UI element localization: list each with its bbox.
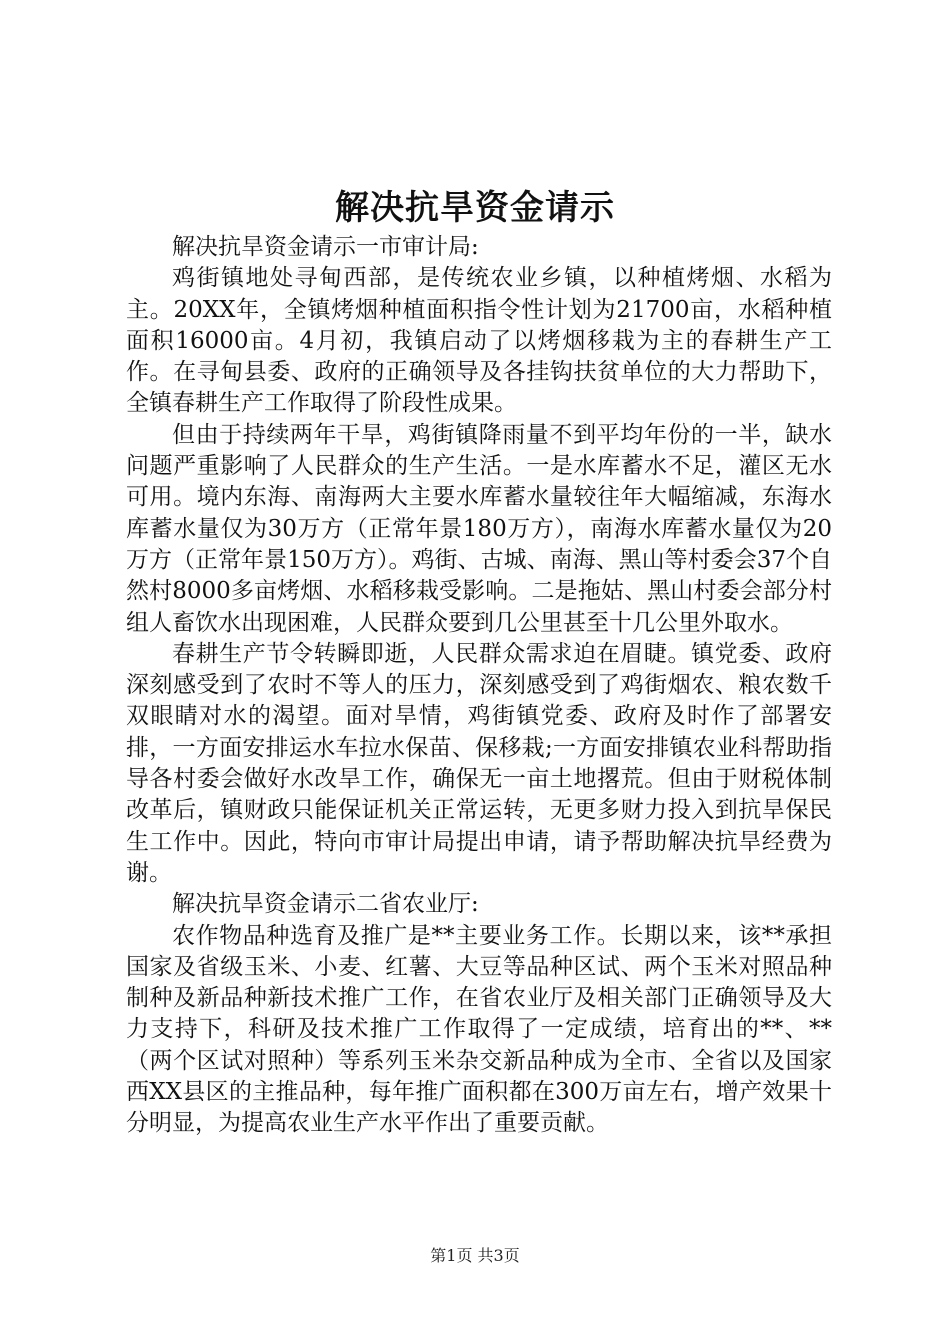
paragraph-salutation-1: 解决抗旱资金请示一市审计局: [172, 234, 479, 260]
document-body [126, 232, 832, 1140]
paragraph-salutation-2: 解决抗旱资金请示二省农业厅: [172, 891, 479, 918]
paragraph-request: 春耕生产节令转瞬即逝，人民群众需求迫在眉睫。镇党委、政府深刻感受到了农时不等人的压力，深刻感受到了鸡街烟农、粮农数千双眼睛对水的渴望。面对旱情，鸡街镇党委、政府及时作了部署安排，一方面安排运水车拉水保苗、保移栽;一方面安排镇农业科帮助指导各村委会做好水改旱工作，确保无一亩土地撂荒。但由于财税体制改革后，镇财政只能保证机关正常运转，无更多财力投入到抗旱保民生工作中。因此，特向市审计局提出申请，请予帮助解决抗旱经费为谢。 [126, 640, 832, 886]
paragraph-crop-breeding: 农作物品种选育及推广是**主要业务工作。长期以来，该**承担国家及省级玉米、小麦、红薯、大豆等品种区试、两个玉米对照品种制种及新品种新技术推广工作，在省农业厅及相关部门正确领导及大力支持下，科研及技术推广工作取得了一定成绩，培育出的**、**（两个区试对照种）等系列玉米杂交新品种成为全市、全省以及国家西XX县区的主推品种，每年推广面积都在300万亩左右，增产效果十分明显，为提高农业生产水平作出了重要贡献。 [126, 922, 832, 1137]
paragraph-drought-impact: 但由于持续两年干旱，鸡街镇降雨量不到平均年份的一半，缺水问题严重影响了人民群众的生产生活。一是水库蓄水不足，灌区无水可用。境内东海、南海两大主要水库蓄水量较往年大幅缩减，东海水库蓄水量仅为30万方（正常年景180万方），南海水库蓄水量仅为20万方（正常年景150万方）。鸡街、古城、南海、黑山等村委会37个自然村8000多亩烤烟、水稻移栽受影响。二是拖姑、黑山村委会部分村组人畜饮水出现困难，人民群众要到几公里甚至十几公里外取水。 [126, 421, 832, 636]
page-footer: 第1页 共3页 [430, 1246, 520, 1265]
paragraph-background: 鸡街镇地处寻甸西部，是传统农业乡镇，以种植烤烟、水稻为主。20XX年，全镇烤烟种植面积指令性计划为21700亩，水稻种植面积16000亩。4月初，我镇启动了以烤烟移栽为主的春耕生产工作。在寻甸县委、政府的正确领导及各挂钩扶贫单位的大力帮助下，全镇春耕生产工作取得了阶段性成果。 [126, 265, 832, 417]
document-title: 解决抗旱资金请示 [335, 188, 615, 228]
